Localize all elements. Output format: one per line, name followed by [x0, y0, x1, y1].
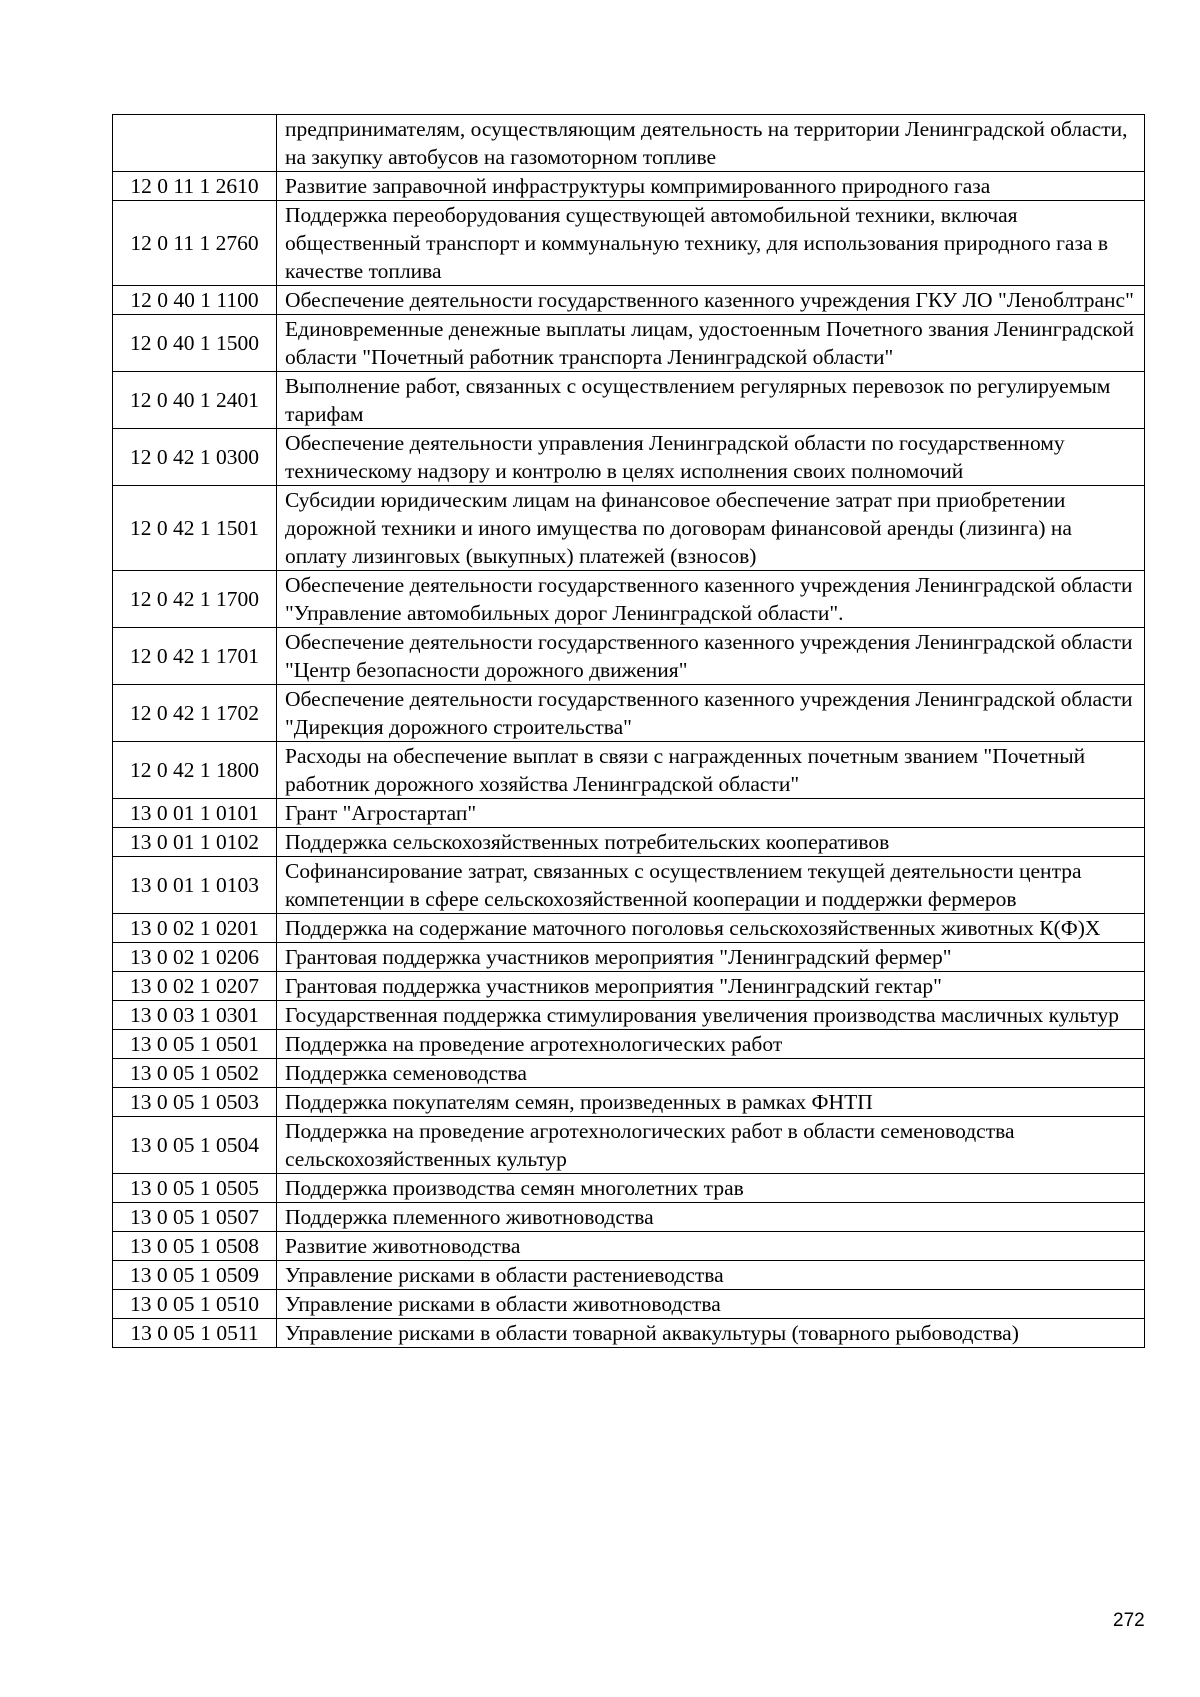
row-description: Поддержка на содержание маточного поголовья сельскохозяйственных животных К(Ф)Х — [277, 914, 1145, 943]
table-row — [113, 799, 1145, 828]
row-description: Обеспечение деятельности государственного казенного учреждения Ленинградской области "Управление автомобильных дорог Ленинградской области". — [277, 571, 1145, 628]
row-description: Выполнение работ, связанных с осуществлением регулярных перевозок по регулируемым тарифам — [277, 372, 1145, 429]
row-code: 12 0 11 1 2760 — [113, 201, 277, 286]
table-row — [113, 1030, 1145, 1059]
table-row — [113, 1261, 1145, 1290]
row-code: 13 0 05 1 0504 — [113, 1117, 277, 1174]
table-row — [113, 628, 1145, 685]
row-description: Обеспечение деятельности государственного казенного учреждения Ленинградской области "Центр безопасности дорожного движения" — [277, 628, 1145, 685]
table-row — [113, 1117, 1145, 1174]
table-row — [113, 429, 1145, 486]
row-code: 13 0 05 1 0511 — [113, 1319, 277, 1348]
table-row — [113, 1088, 1145, 1117]
row-code: 13 0 03 1 0301 — [113, 1001, 277, 1030]
row-description: Обеспечение деятельности управления Ленинградской области по государственному техническому надзору и контролю в целях исполнения своих полномочий — [277, 429, 1145, 486]
row-code: 12 0 42 1 1800 — [113, 742, 277, 799]
table-row — [113, 1232, 1145, 1261]
row-code: 12 0 40 1 2401 — [113, 372, 277, 429]
row-description: предпринимателям, осуществляющим деятельность на территории Ленинградской области, на закупку автобусов на газомоторном топливе — [277, 115, 1145, 172]
table-row — [113, 1319, 1145, 1348]
row-description: Обеспечение деятельности государственного казенного учреждения ГКУ ЛО "Леноблтранс" — [277, 286, 1145, 315]
row-code: 13 0 05 1 0505 — [113, 1174, 277, 1203]
table-row — [113, 315, 1145, 372]
row-description: Поддержка племенного животноводства — [277, 1203, 1145, 1232]
table-row — [113, 972, 1145, 1001]
row-code: 13 0 01 1 0102 — [113, 828, 277, 857]
row-description: Управление рисками в области растениеводства — [277, 1261, 1145, 1290]
row-code: 12 0 40 1 1500 — [113, 315, 277, 372]
row-code: 13 0 05 1 0502 — [113, 1059, 277, 1088]
table-row — [113, 372, 1145, 429]
row-description: Грантовая поддержка участников мероприятия "Ленинградский гектар" — [277, 972, 1145, 1001]
table-row — [113, 286, 1145, 315]
table-body — [113, 115, 1145, 1348]
row-description: Поддержка покупателям семян, произведенных в рамках ФНТП — [277, 1088, 1145, 1117]
page-number: 272 — [1113, 1610, 1145, 1631]
row-code: 13 0 01 1 0101 — [113, 799, 277, 828]
row-code: 12 0 42 1 1501 — [113, 486, 277, 571]
row-description: Грант "Агростартап" — [277, 799, 1145, 828]
row-description: Поддержка семеноводства — [277, 1059, 1145, 1088]
row-code — [113, 115, 277, 172]
row-code: 13 0 02 1 0206 — [113, 943, 277, 972]
table-row — [113, 486, 1145, 571]
row-description: Развитие заправочной инфраструктуры компримированного природного газа — [277, 172, 1145, 201]
budget-code-table-container — [112, 114, 1145, 1348]
table-row — [113, 1203, 1145, 1232]
row-description: Поддержка на проведение агротехнологических работ в области семеноводства сельскохозяйственных культур — [277, 1117, 1145, 1174]
table-row — [113, 943, 1145, 972]
row-code: 12 0 42 1 1700 — [113, 571, 277, 628]
row-description: Развитие животноводства — [277, 1232, 1145, 1261]
table-row — [113, 571, 1145, 628]
row-description: Поддержка производства семян многолетних трав — [277, 1174, 1145, 1203]
row-description: Грантовая поддержка участников мероприятия "Ленинградский фермер" — [277, 943, 1145, 972]
row-description: Единовременные денежные выплаты лицам, удостоенным Почетного звания Ленинградской области "Почетный работник транспорта Ленинградской области" — [277, 315, 1145, 372]
table-row — [113, 1290, 1145, 1319]
row-description: Управление рисками в области животноводства — [277, 1290, 1145, 1319]
row-code: 13 0 02 1 0201 — [113, 914, 277, 943]
row-code: 12 0 42 1 0300 — [113, 429, 277, 486]
row-description: Поддержка сельскохозяйственных потребительских кооперативов — [277, 828, 1145, 857]
table-row — [113, 914, 1145, 943]
row-code: 12 0 42 1 1701 — [113, 628, 277, 685]
table-row — [113, 1059, 1145, 1088]
row-code: 13 0 05 1 0509 — [113, 1261, 277, 1290]
row-description: Управление рисками в области товарной аквакультуры (товарного рыбоводства) — [277, 1319, 1145, 1348]
table-row — [113, 742, 1145, 799]
row-code: 12 0 40 1 1100 — [113, 286, 277, 315]
table-row — [113, 1174, 1145, 1203]
budget-code-table — [112, 114, 1145, 1348]
row-code: 12 0 11 1 2610 — [113, 172, 277, 201]
table-row — [113, 1001, 1145, 1030]
table-row — [113, 857, 1145, 914]
table-row — [113, 685, 1145, 742]
table-row — [113, 828, 1145, 857]
row-code: 13 0 02 1 0207 — [113, 972, 277, 1001]
row-description: Расходы на обеспечение выплат в связи с награжденных почетным званием "Почетный работник дорожного хозяйства Ленинградской области" — [277, 742, 1145, 799]
row-description: Поддержка переоборудования существующей автомобильной техники, включая общественный транспорт и коммунальную технику, для использования природного газа в качестве топлива — [277, 201, 1145, 286]
row-code: 12 0 42 1 1702 — [113, 685, 277, 742]
row-description: Государственная поддержка стимулирования увеличения производства масличных культур — [277, 1001, 1145, 1030]
row-code: 13 0 05 1 0508 — [113, 1232, 277, 1261]
table-row — [113, 115, 1145, 172]
table-row — [113, 172, 1145, 201]
table-row — [113, 201, 1145, 286]
row-description: Софинансирование затрат, связанных с осуществлением текущей деятельности центра компетенции в сфере сельскохозяйственной кооперации и поддержки фермеров — [277, 857, 1145, 914]
row-description: Субсидии юридическим лицам на финансовое обеспечение затрат при приобретении дорожной техники и иного имущества по договорам финансовой аренды (лизинга) на оплату лизинговых (выкупных) платежей (взносов) — [277, 486, 1145, 571]
row-description: Обеспечение деятельности государственного казенного учреждения Ленинградской области "Дирекция дорожного строительства" — [277, 685, 1145, 742]
row-code: 13 0 05 1 0501 — [113, 1030, 277, 1059]
row-code: 13 0 05 1 0510 — [113, 1290, 277, 1319]
row-description: Поддержка на проведение агротехнологических работ — [277, 1030, 1145, 1059]
row-code: 13 0 05 1 0507 — [113, 1203, 277, 1232]
row-code: 13 0 05 1 0503 — [113, 1088, 277, 1117]
row-code: 13 0 01 1 0103 — [113, 857, 277, 914]
